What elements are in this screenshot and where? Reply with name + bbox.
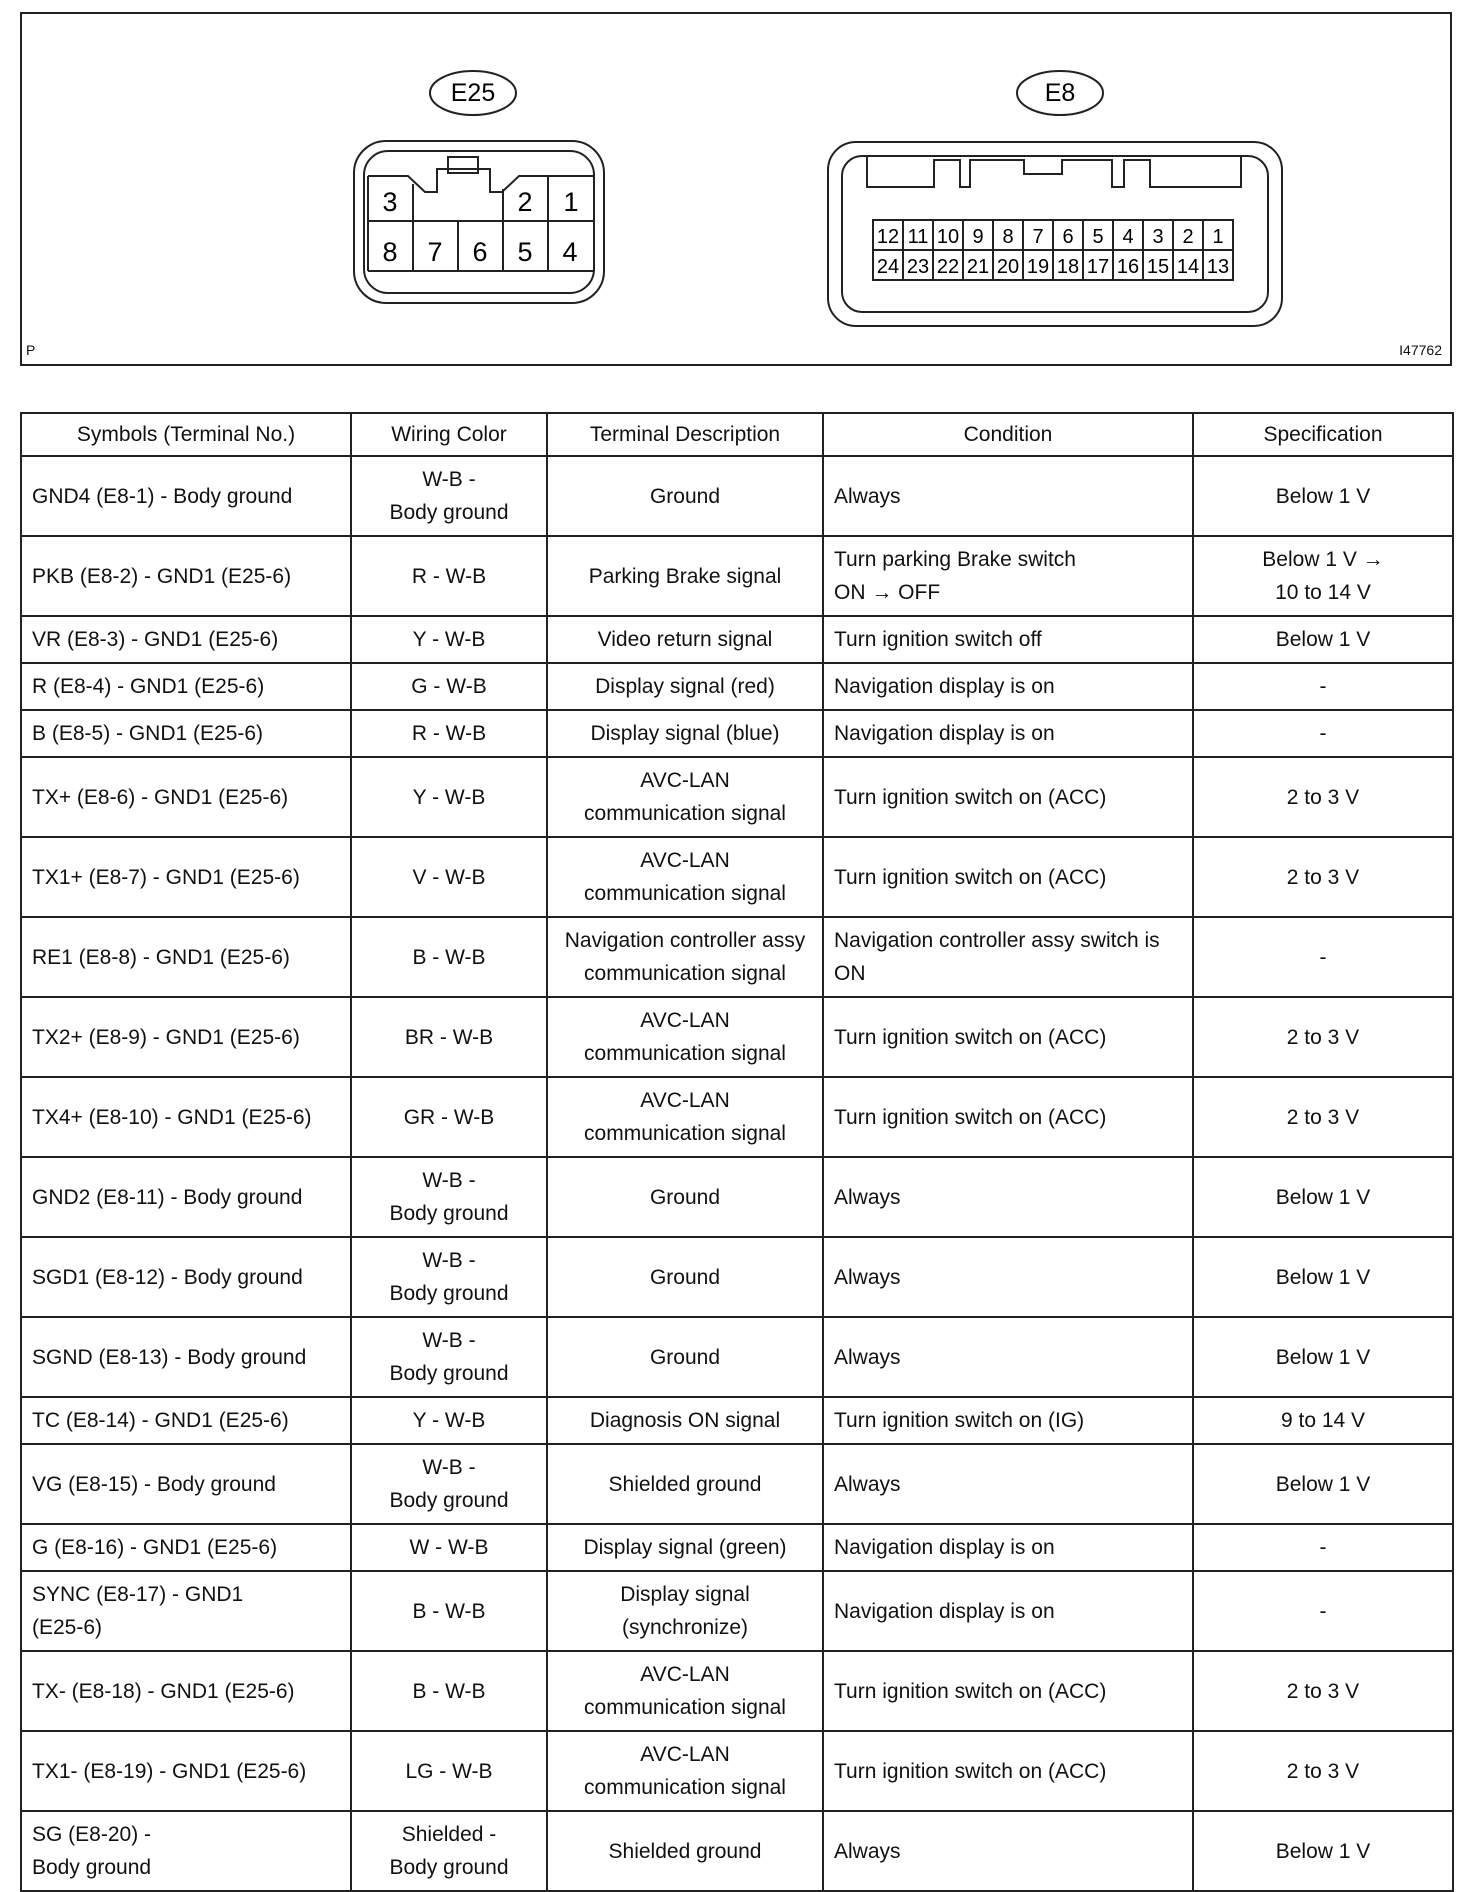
table-row — [21, 1651, 1453, 1731]
cell-wiring-color: Shielded - Body ground — [351, 1811, 547, 1891]
cell-specification: 2 to 3 V — [1193, 757, 1453, 837]
cell-wiring-color: BR - W-B — [351, 997, 547, 1077]
table-body — [21, 456, 1453, 1891]
cell-symbols: TX- (E8-18) - GND1 (E25-6) — [21, 1651, 351, 1731]
cell-condition: Turn ignition switch on (ACC) — [823, 837, 1193, 917]
table-row — [21, 536, 1453, 616]
cell-terminal-description: Display signal (green) — [547, 1524, 823, 1571]
cell-wiring-color: W-B - Body ground — [351, 1157, 547, 1237]
e25-pin-6: 6 — [472, 237, 488, 267]
cell-symbols: TX4+ (E8-10) - GND1 (E25-6) — [21, 1077, 351, 1157]
corner-label-p: P — [26, 342, 36, 358]
cell-condition: Always — [823, 1444, 1193, 1524]
cell-terminal-description: Ground — [547, 456, 823, 536]
cell-symbols: PKB (E8-2) - GND1 (E25-6) — [21, 536, 351, 616]
table-row — [21, 997, 1453, 1077]
cell-wiring-color: W - W-B — [351, 1524, 547, 1571]
cell-terminal-description: Parking Brake signal — [547, 536, 823, 616]
cell-wiring-color: R - W-B — [351, 536, 547, 616]
cell-condition: Turn ignition switch off — [823, 616, 1193, 663]
e8-pin-20: 20 — [996, 256, 1020, 278]
e8-pin-6: 6 — [1062, 226, 1074, 248]
e25-label: E25 — [450, 79, 496, 107]
header-terminal-description: Terminal Description — [547, 413, 823, 456]
cell-symbols: RE1 (E8-8) - GND1 (E25-6) — [21, 917, 351, 997]
table-row — [21, 1237, 1453, 1317]
table-row — [21, 1731, 1453, 1811]
cell-condition: Turn ignition switch on (ACC) — [823, 1077, 1193, 1157]
cell-symbols: TX1- (E8-19) - GND1 (E25-6) — [21, 1731, 351, 1811]
cell-symbols: R (E8-4) - GND1 (E25-6) — [21, 663, 351, 710]
table-row — [21, 1397, 1453, 1444]
figure-id: I47762 — [1399, 342, 1442, 358]
e8-pin-13: 13 — [1206, 256, 1230, 278]
connector-drawing — [22, 14, 1450, 364]
e25-pin-4: 4 — [562, 237, 578, 267]
cell-symbols: TX1+ (E8-7) - GND1 (E25-6) — [21, 837, 351, 917]
cell-specification: Below 1 V → 10 to 14 V — [1193, 536, 1453, 616]
e8-pin-3: 3 — [1152, 226, 1164, 248]
e8-pin-17: 17 — [1086, 256, 1110, 278]
cell-wiring-color: G - W-B — [351, 663, 547, 710]
cell-symbols: SGND (E8-13) - Body ground — [21, 1317, 351, 1397]
table-row — [21, 663, 1453, 710]
cell-wiring-color: Y - W-B — [351, 616, 547, 663]
cell-wiring-color: Y - W-B — [351, 757, 547, 837]
e8-pin-11: 11 — [907, 226, 929, 248]
cell-terminal-description: Shielded ground — [547, 1444, 823, 1524]
table-row — [21, 837, 1453, 917]
e8-pin-14: 14 — [1176, 256, 1200, 278]
cell-condition: Navigation display is on — [823, 1524, 1193, 1571]
e25-connector — [354, 141, 604, 303]
e25-pin-3: 3 — [382, 187, 398, 217]
e8-pin-7: 7 — [1032, 226, 1044, 248]
cell-specification: Below 1 V — [1193, 1157, 1453, 1237]
cell-condition: Always — [823, 1317, 1193, 1397]
cell-condition: Turn ignition switch on (ACC) — [823, 997, 1193, 1077]
e8-pin-1: 1 — [1212, 226, 1224, 248]
e8-pin-12: 12 — [876, 226, 900, 248]
table-row — [21, 757, 1453, 837]
cell-specification: Below 1 V — [1193, 456, 1453, 536]
cell-wiring-color: B - W-B — [351, 917, 547, 997]
cell-specification: - — [1193, 710, 1453, 757]
table-row — [21, 1571, 1453, 1651]
e25-pin-8: 8 — [382, 237, 398, 267]
cell-terminal-description: AVC-LAN communication signal — [547, 837, 823, 917]
cell-terminal-description: Display signal (synchronize) — [547, 1571, 823, 1651]
cell-condition: Turn ignition switch on (IG) — [823, 1397, 1193, 1444]
cell-wiring-color: LG - W-B — [351, 1731, 547, 1811]
cell-specification: Below 1 V — [1193, 616, 1453, 663]
cell-symbols: SG (E8-20) - Body ground — [21, 1811, 351, 1891]
cell-specification: Below 1 V — [1193, 1317, 1453, 1397]
cell-wiring-color: GR - W-B — [351, 1077, 547, 1157]
cell-specification: Below 1 V — [1193, 1444, 1453, 1524]
cell-condition: Navigation controller assy switch is ON — [823, 917, 1193, 997]
cell-wiring-color: W-B - Body ground — [351, 1444, 547, 1524]
cell-specification: 2 to 3 V — [1193, 1651, 1453, 1731]
cell-wiring-color: Y - W-B — [351, 1397, 547, 1444]
table-row — [21, 1811, 1453, 1891]
cell-wiring-color: W-B - Body ground — [351, 1317, 547, 1397]
cell-terminal-description: Diagnosis ON signal — [547, 1397, 823, 1444]
cell-specification: 2 to 3 V — [1193, 997, 1453, 1077]
e8-connector — [828, 142, 1282, 326]
cell-condition: Always — [823, 1811, 1193, 1891]
cell-condition: Navigation display is on — [823, 710, 1193, 757]
e25-pin-5: 5 — [517, 237, 533, 267]
header-wiring-color: Wiring Color — [351, 413, 547, 456]
e8-pin-23: 23 — [906, 256, 930, 278]
cell-wiring-color: W-B - Body ground — [351, 1237, 547, 1317]
cell-specification: - — [1193, 663, 1453, 710]
cell-specification: - — [1193, 1571, 1453, 1651]
cell-terminal-description: Ground — [547, 1157, 823, 1237]
cell-terminal-description: Video return signal — [547, 616, 823, 663]
cell-specification: - — [1193, 1524, 1453, 1571]
cell-specification: - — [1193, 917, 1453, 997]
cell-specification: Below 1 V — [1193, 1237, 1453, 1317]
cell-wiring-color: B - W-B — [351, 1571, 547, 1651]
cell-condition: Turn ignition switch on (ACC) — [823, 1651, 1193, 1731]
cell-terminal-description: AVC-LAN communication signal — [547, 757, 823, 837]
cell-wiring-color: V - W-B — [351, 837, 547, 917]
e25-pin-2: 2 — [517, 187, 533, 217]
cell-terminal-description: Ground — [547, 1237, 823, 1317]
cell-terminal-description: Display signal (blue) — [547, 710, 823, 757]
e8-pin-2: 2 — [1182, 226, 1194, 248]
e25-pin-7: 7 — [427, 237, 443, 267]
e8-pin-10: 10 — [936, 226, 960, 248]
connector-diagram — [20, 12, 1452, 366]
e8-pin-24: 24 — [876, 256, 900, 278]
table-row — [21, 1157, 1453, 1237]
cell-terminal-description: Shielded ground — [547, 1811, 823, 1891]
cell-condition: Navigation display is on — [823, 663, 1193, 710]
cell-symbols: SYNC (E8-17) - GND1 (E25-6) — [21, 1571, 351, 1651]
cell-specification: 2 to 3 V — [1193, 1731, 1453, 1811]
terminal-spec-table — [20, 412, 1454, 1892]
table-row — [21, 1524, 1453, 1571]
cell-wiring-color: B - W-B — [351, 1651, 547, 1731]
e8-pin-22: 22 — [936, 256, 960, 278]
table-row — [21, 1077, 1453, 1157]
e8-pin-18: 18 — [1056, 256, 1080, 278]
cell-symbols: TC (E8-14) - GND1 (E25-6) — [21, 1397, 351, 1444]
cell-specification: 2 to 3 V — [1193, 837, 1453, 917]
cell-terminal-description: Ground — [547, 1317, 823, 1397]
cell-condition: Always — [823, 1157, 1193, 1237]
cell-symbols: TX2+ (E8-9) - GND1 (E25-6) — [21, 997, 351, 1077]
cell-specification: 2 to 3 V — [1193, 1077, 1453, 1157]
e8-pin-21: 21 — [966, 256, 990, 278]
header-condition: Condition — [823, 413, 1193, 456]
e8-label: E8 — [1044, 79, 1076, 107]
cell-condition: Turn parking Brake switch ON → OFF — [823, 536, 1193, 616]
cell-specification: 9 to 14 V — [1193, 1397, 1453, 1444]
cell-symbols: GND2 (E8-11) - Body ground — [21, 1157, 351, 1237]
table-row — [21, 616, 1453, 663]
e25-pin-1: 1 — [563, 187, 579, 217]
cell-condition: Always — [823, 456, 1193, 536]
cell-terminal-description: Navigation controller assy communication signal — [547, 917, 823, 997]
cell-symbols: VG (E8-15) - Body ground — [21, 1444, 351, 1524]
e8-pin-4: 4 — [1122, 226, 1134, 248]
cell-symbols: TX+ (E8-6) - GND1 (E25-6) — [21, 757, 351, 837]
cell-terminal-description: AVC-LAN communication signal — [547, 997, 823, 1077]
cell-symbols: SGD1 (E8-12) - Body ground — [21, 1237, 351, 1317]
cell-specification: Below 1 V — [1193, 1811, 1453, 1891]
cell-condition: Always — [823, 1237, 1193, 1317]
header-symbols: Symbols (Terminal No.) — [21, 413, 351, 456]
table-header-row — [21, 413, 1453, 456]
cell-symbols: B (E8-5) - GND1 (E25-6) — [21, 710, 351, 757]
cell-terminal-description: AVC-LAN communication signal — [547, 1077, 823, 1157]
table-row — [21, 456, 1453, 536]
e8-pin-9: 9 — [972, 226, 984, 248]
e8-pin-19: 19 — [1026, 256, 1050, 278]
e8-pin-8: 8 — [1002, 226, 1014, 248]
e8-pin-15: 15 — [1146, 256, 1170, 278]
header-specification: Specification — [1193, 413, 1453, 456]
e8-pin-16: 16 — [1116, 256, 1140, 278]
table-row — [21, 710, 1453, 757]
cell-symbols: GND4 (E8-1) - Body ground — [21, 456, 351, 536]
cell-wiring-color: W-B - Body ground — [351, 456, 547, 536]
cell-condition: Turn ignition switch on (ACC) — [823, 757, 1193, 837]
cell-symbols: G (E8-16) - GND1 (E25-6) — [21, 1524, 351, 1571]
e8-pin-5: 5 — [1092, 226, 1104, 248]
cell-condition: Turn ignition switch on (ACC) — [823, 1731, 1193, 1811]
table-row — [21, 1317, 1453, 1397]
cell-terminal-description: AVC-LAN communication signal — [547, 1651, 823, 1731]
cell-terminal-description: AVC-LAN communication signal — [547, 1731, 823, 1811]
cell-wiring-color: R - W-B — [351, 710, 547, 757]
cell-terminal-description: Display signal (red) — [547, 663, 823, 710]
table-row — [21, 1444, 1453, 1524]
table-row — [21, 917, 1453, 997]
cell-symbols: VR (E8-3) - GND1 (E25-6) — [21, 616, 351, 663]
cell-condition: Navigation display is on — [823, 1571, 1193, 1651]
